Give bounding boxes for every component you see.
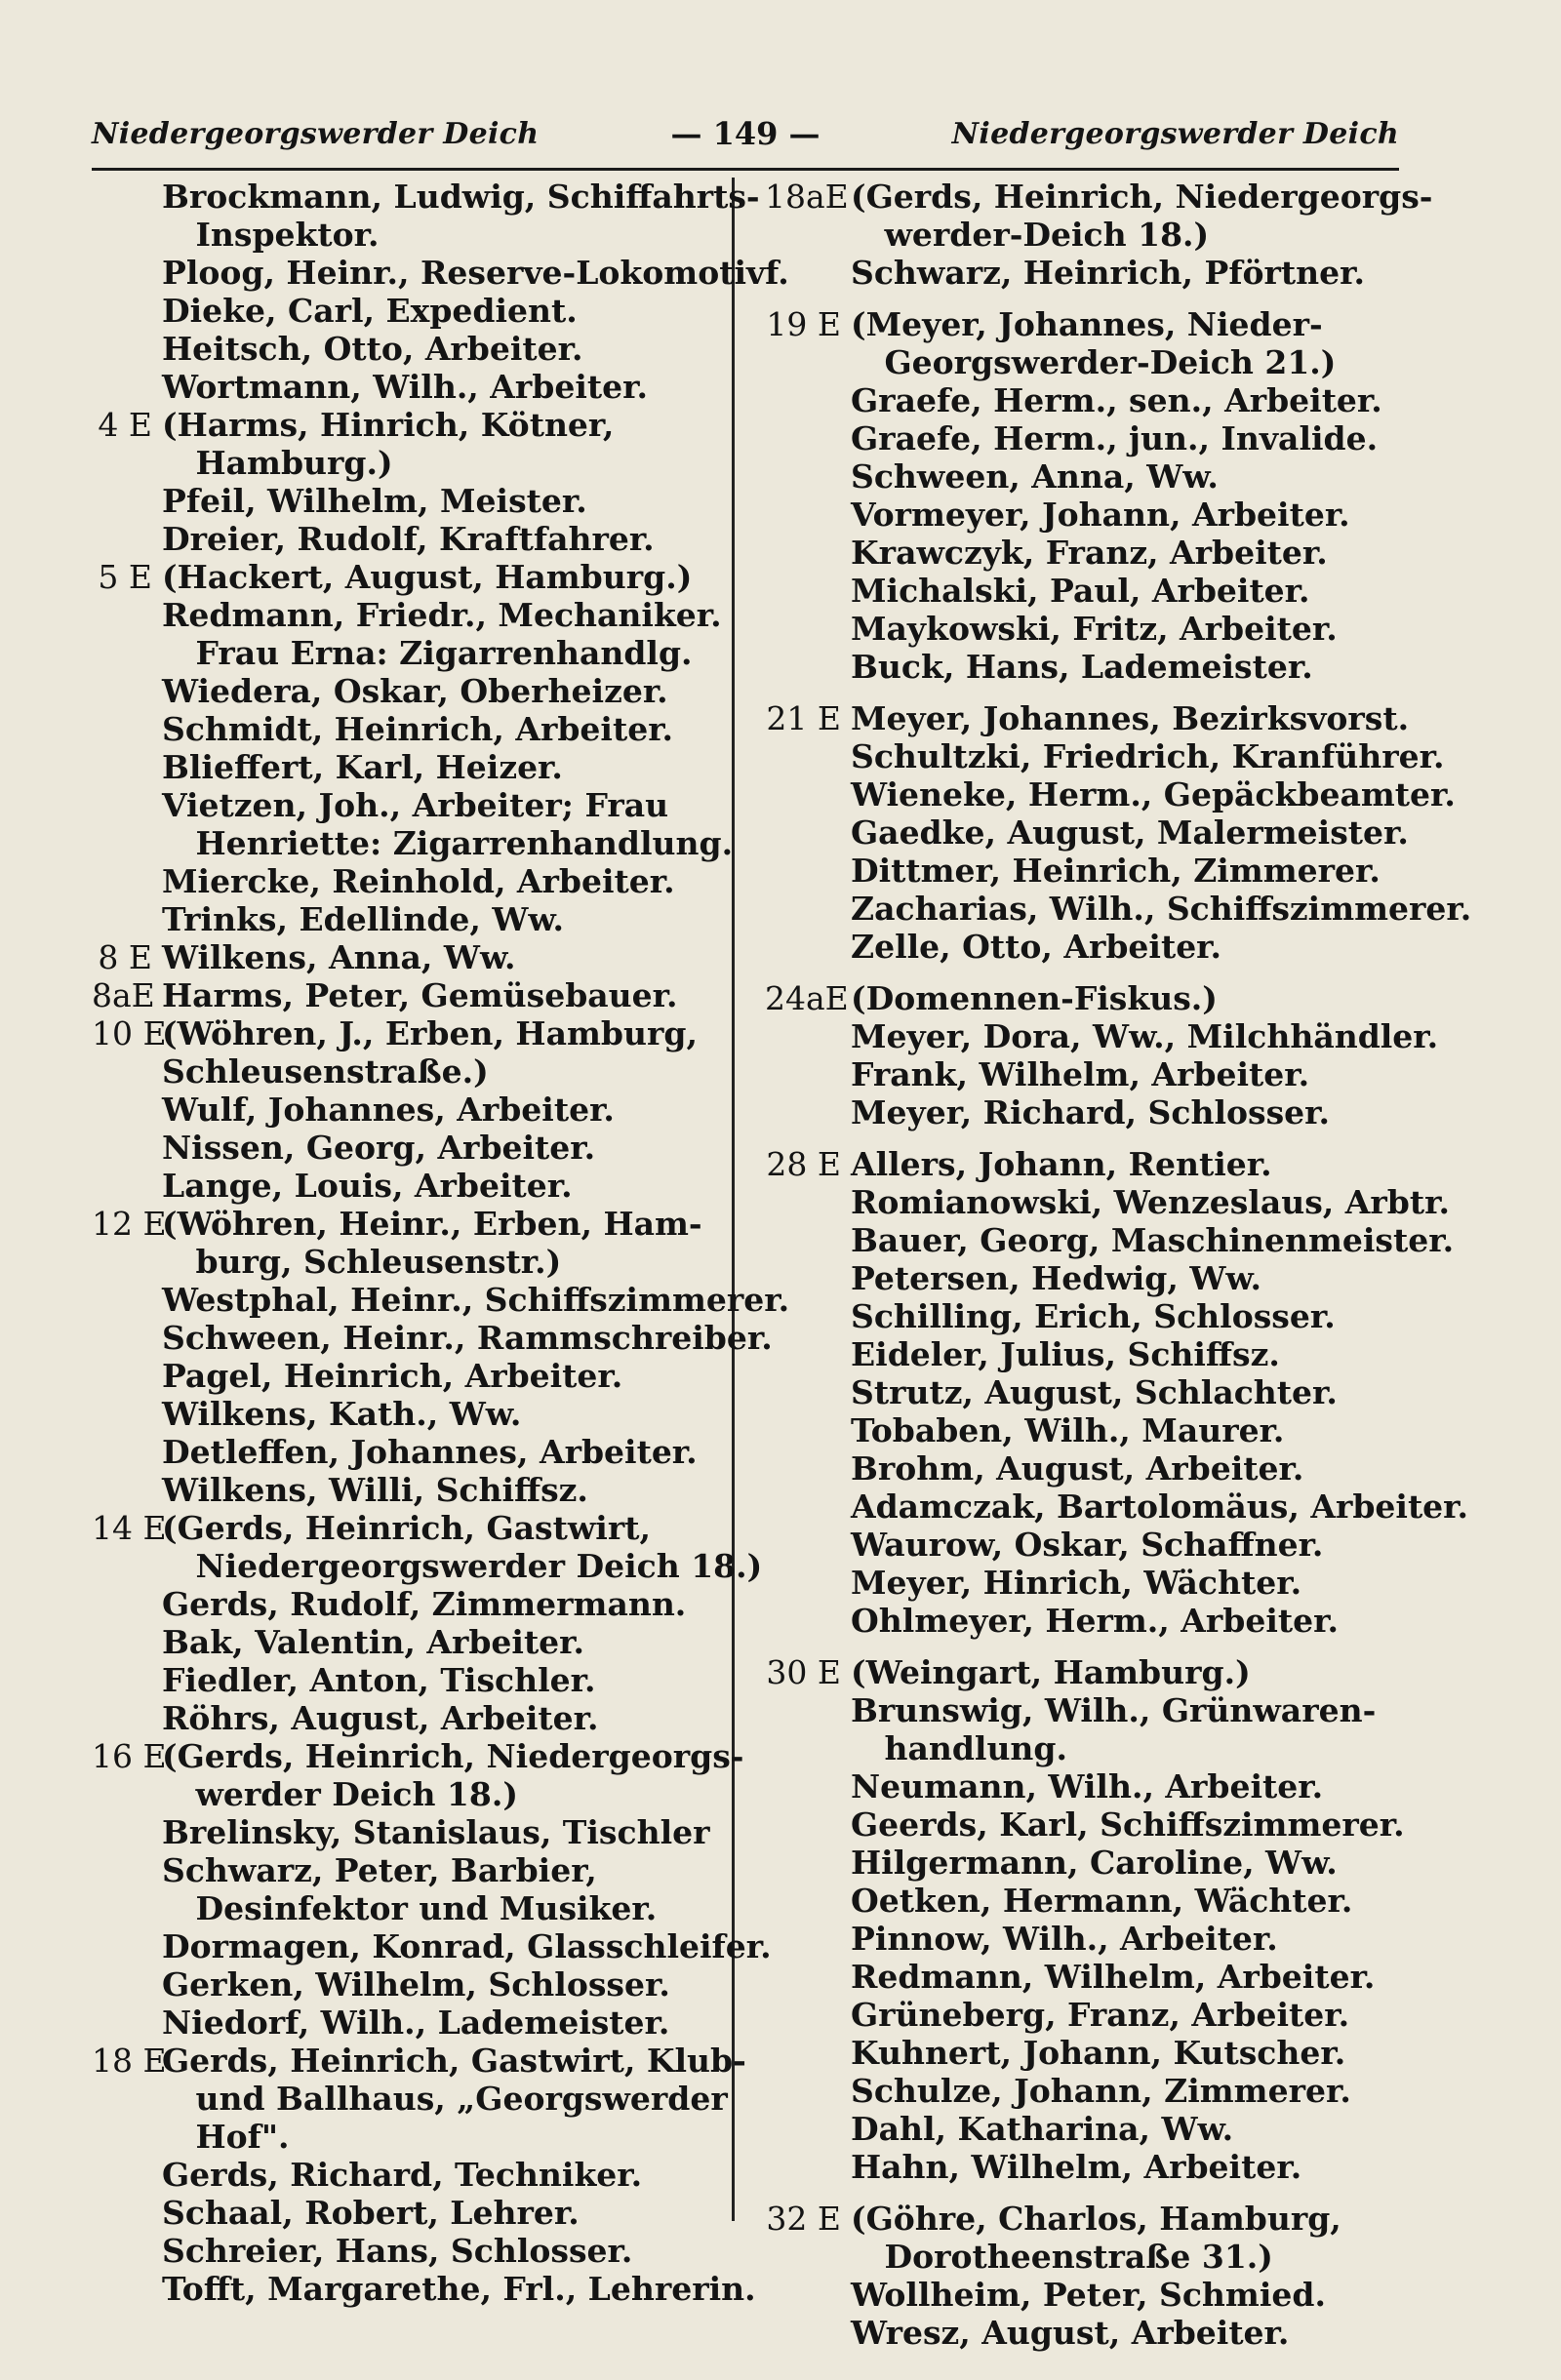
directory-entry-line [92,976,716,1014]
resident-text: werder Deich 18.) [162,1775,518,1813]
resident-text: Trinks, Edellinde, Ww. [162,900,565,938]
resident-text: Brunswig, Wilh., Grünwaren- [851,1691,1377,1729]
resident-text: Dahl, Katharina, Ww. [851,2110,1234,2148]
resident-text: Hilgermann, Caroline, Ww. [851,1844,1338,1882]
resident-text: Hamburg.) [162,444,393,482]
directory-entry-line [92,1319,773,1357]
directory-entry-line [92,558,716,596]
column-divider [732,178,735,2221]
right-column [765,178,1472,2352]
house-number: 10 E [92,1014,167,1052]
directory-entry-line [92,710,716,748]
resident-text: Frau Erna: Zigarrenhandlg. [162,634,693,672]
resident-text: Adamczak, Bartolomäus, Arbeiter. [851,1488,1469,1526]
directory-entry-line [765,1691,1409,1729]
resident-text: Wulf, Johannes, Arbeiter. [162,1091,615,1129]
resident-text: werder-Deich 18.) [851,216,1210,254]
resident-text: Wollheim, Peter, Schmied. [851,2276,1326,2314]
directory-entry-line [765,216,1409,254]
directory-entry-line [92,1167,716,1205]
resident-text: Henriette: Zigarrenhandlung. [162,824,734,862]
directory-entry-line [765,1093,1409,1131]
directory-entry-line [92,2080,728,2118]
house-number: 12 E [92,1205,167,1243]
header-right-title: Niedergeorgswerder Deich [951,117,1399,151]
resident-text: (Domennen-Fiskus.) [851,979,1218,1017]
house-number: 32 E [766,2200,841,2238]
house-number: 14 E [92,1509,167,1547]
resident-text: und Ballhaus, „Georgswerder [162,2080,728,2118]
directory-entry-line [92,1205,716,1243]
directory-entry-line [92,1471,716,1509]
directory-entry-line [92,1813,716,1851]
directory-entry-line [765,1411,1409,1449]
directory-entry-line [765,419,1409,457]
directory-entry-line [765,2238,1409,2276]
directory-entry-line [92,1281,790,1319]
directory-entry-line [92,482,716,520]
directory-entry-line [765,890,1472,928]
resident-text: Zacharias, Wilh., Schiffszimmerer. [851,890,1472,928]
resident-text: Meyer, Johannes, Bezirksvorst. [851,699,1410,737]
directory-entry-line [765,305,1409,343]
directory-entry-line [765,1564,1409,1602]
resident-text: Röhrs, August, Arbeiter. [162,1699,599,1737]
directory-entry-line [765,1221,1455,1259]
directory-entry-line [92,1889,716,1927]
directory-entry-line [765,2148,1409,2186]
house-number: 28 E [766,1145,841,1183]
resident-text: Allers, Johann, Rentier. [851,1145,1272,1183]
resident-text: Niedorf, Wilh., Lademeister. [162,2003,670,2042]
directory-entry-line [765,496,1409,534]
directory-entry-line [765,2072,1409,2110]
resident-text: Schulze, Johann, Zimmerer. [851,2072,1351,2110]
directory-entry-line [765,775,1456,813]
entry-gap [765,1131,1409,1145]
resident-text: Pinnow, Wilh., Arbeiter. [851,1920,1278,1958]
directory-entry-line [765,572,1409,610]
directory-entry-line [92,938,716,976]
resident-text: Redmann, Friedr., Mechaniker. [162,596,722,634]
directory-entry-line [92,2042,746,2080]
directory-entry-line [765,2110,1409,2148]
directory-entry-line [92,824,734,862]
directory-entry-line [765,534,1409,572]
resident-text: Dieke, Carl, Expedient. [162,292,578,330]
resident-text: (Gerds, Heinrich, Gastwirt, [162,1509,651,1547]
directory-entry-line [765,1488,1469,1526]
directory-entry-line [92,1851,716,1889]
directory-entry-line [765,254,1409,292]
resident-text: Westphal, Heinr., Schiffszimmerer. [162,1281,790,1319]
directory-entry-line [765,2314,1409,2352]
directory-entry-line [92,406,716,444]
resident-text: Tofft, Margarethe, Frl., Lehrerin. [162,2270,756,2308]
resident-text: Harms, Peter, Gemüsebauer. [162,976,678,1014]
entry-gap [765,966,1409,979]
resident-text: Ploog, Heinr., Reserve-Lokomotivf. [162,254,789,292]
directory-entry-line [92,1091,716,1129]
resident-text: handlung. [851,1729,1067,1767]
resident-text: Hof". [162,2118,290,2156]
directory-entry-line [92,672,716,710]
resident-text: Schleusenstraße.) [162,1052,489,1091]
resident-text: Inspektor. [162,216,380,254]
directory-entry-line [92,1509,716,1547]
entry-gap [765,292,1409,305]
directory-entry-line [765,457,1409,496]
directory-entry-line [765,178,1433,216]
directory-entry-line [765,1373,1409,1411]
directory-entry-line [765,1055,1409,1093]
resident-text: Eideler, Julius, Schiffsz. [851,1335,1280,1373]
house-number: 5 E [98,558,152,596]
directory-entry-line [765,648,1409,686]
entry-gap [765,2186,1409,2200]
resident-text: Grüneberg, Franz, Arbeiter. [851,1996,1350,2034]
resident-text: Bak, Valentin, Arbeiter. [162,1623,585,1661]
resident-text: Meyer, Dora, Ww., Milchhändler. [851,1017,1439,1055]
resident-text: Niedergeorgswerder Deich 18.) [162,1547,763,1585]
resident-text: Vormeyer, Johann, Arbeiter. [851,496,1350,534]
resident-text: Heitsch, Otto, Arbeiter. [162,330,583,368]
resident-text: Michalski, Paul, Arbeiter. [851,572,1310,610]
resident-text: Neumann, Wilh., Arbeiter. [851,1767,1324,1805]
directory-entry-line [765,928,1409,966]
house-number: 18 E [92,2042,167,2080]
directory-entry-line [765,699,1409,737]
directory-entry-line [92,1357,716,1395]
left-column [92,178,790,2308]
directory-entry-line [92,1585,716,1623]
resident-text: Dittmer, Heinrich, Zimmerer. [851,852,1381,890]
resident-text: Gerken, Wilhelm, Schlosser. [162,1965,670,2003]
directory-entry-line [92,1395,716,1433]
directory-entry-line [765,1729,1409,1767]
resident-text: Meyer, Hinrich, Wächter. [851,1564,1302,1602]
resident-text: Oetken, Hermann, Wächter. [851,1882,1353,1920]
resident-text: Georgswerder-Deich 21.) [851,343,1337,381]
directory-entry-line [92,1965,716,2003]
directory-entry-line [92,596,722,634]
header-left-title: Niedergeorgswerder Deich [92,117,540,151]
directory-entry-line [92,786,716,824]
resident-text: Lange, Louis, Arbeiter. [162,1167,573,1205]
house-number: 16 E [92,1737,167,1775]
resident-text: (Harms, Hinrich, Kötner, [162,406,615,444]
house-number: 8aE [92,976,155,1014]
resident-text: Graefe, Herm., sen., Arbeiter. [851,381,1382,419]
directory-entry-line [765,1805,1409,1844]
resident-text: Gerds, Richard, Techniker. [162,2156,643,2194]
resident-text: Krawczyk, Franz, Arbeiter. [851,534,1328,572]
resident-text: Gaedke, August, Malermeister. [851,813,1409,852]
directory-entry-line [92,2270,756,2308]
resident-text: Kuhnert, Johann, Kutscher. [851,2034,1346,2072]
resident-text: Wilkens, Kath., Ww. [162,1395,522,1433]
resident-text: (Wöhren, J., Erben, Hamburg, [162,1014,698,1052]
directory-entry-line [92,292,716,330]
house-number: 21 E [766,699,841,737]
directory-entry-line [765,852,1409,890]
directory-entry-line [92,1737,744,1775]
resident-text: Nissen, Georg, Arbeiter. [162,1129,596,1167]
resident-text: Blieffert, Karl, Heizer. [162,748,563,786]
directory-entry-line [92,1927,772,1965]
resident-text: Schwarz, Peter, Barbier, [162,1851,597,1889]
directory-entry-line [765,1297,1409,1335]
directory-entry-line [765,1767,1409,1805]
resident-text: Dreier, Rudolf, Kraftfahrer. [162,520,655,558]
resident-text: Geerds, Karl, Schiffszimmerer. [851,1805,1405,1844]
resident-text: Schween, Heinr., Rammschreiber. [162,1319,773,1357]
directory-entry-line [765,1526,1409,1564]
entry-gap [765,686,1409,699]
directory-entry-line [765,1882,1409,1920]
resident-text: Miercke, Reinhold, Arbeiter. [162,862,675,900]
directory-entry-line [765,1920,1409,1958]
resident-text: Redmann, Wilhelm, Arbeiter. [851,1958,1376,1996]
resident-text: Waurow, Oskar, Schaffner. [851,1526,1324,1564]
page-number: — 149 — [670,115,821,152]
resident-text: burg, Schleusenstr.) [162,1243,562,1281]
directory-entry-line [765,381,1409,419]
directory-entry-line [92,368,716,406]
resident-text: Petersen, Hedwig, Ww. [851,1259,1261,1297]
directory-entry-line [92,216,716,254]
directory-entry-line [765,1145,1409,1183]
resident-text: Pfeil, Wilhelm, Meister. [162,482,587,520]
directory-entry-line [92,2194,716,2232]
resident-text: Schilling, Erich, Schlosser. [851,1297,1336,1335]
resident-text: (Wöhren, Heinr., Erben, Ham- [162,1205,702,1243]
resident-text: Detleffen, Johannes, Arbeiter. [162,1433,698,1471]
house-number: 24aE [765,979,849,1017]
resident-text: Brockmann, Ludwig, Schiffahrts- [162,178,760,216]
resident-text: Zelle, Otto, Arbeiter. [851,928,1222,966]
directory-entry-line [92,1661,716,1699]
resident-text: Frank, Wilhelm, Arbeiter. [851,1055,1310,1093]
resident-text: Wortmann, Wilh., Arbeiter. [162,368,648,406]
resident-text: Wresz, August, Arbeiter. [851,2314,1290,2352]
resident-text: Wiedera, Oskar, Oberheizer. [162,672,668,710]
directory-entry-line [92,2003,716,2042]
house-number: 30 E [766,1653,841,1691]
directory-entry-line [765,737,1445,775]
directory-entry-line [765,1958,1409,1996]
directory-entry-line [92,1433,716,1471]
resident-text: (Gerds, Heinrich, Niedergeorgs- [162,1737,744,1775]
resident-text: Schaal, Robert, Lehrer. [162,2194,580,2232]
resident-text: Hahn, Wilhelm, Arbeiter. [851,2148,1302,2186]
house-number: 19 E [766,305,841,343]
directory-entry-line [92,2232,716,2270]
directory-entry-line [765,2200,1409,2238]
directory-entry-line [765,2276,1409,2314]
resident-text: Dormagen, Konrad, Glasschleifer. [162,1927,772,1965]
resident-text: Romianowski, Wenzeslaus, Arbtr. [851,1183,1450,1221]
directory-entry-line [92,178,760,216]
house-number: 4 E [98,406,152,444]
resident-text: Schultzki, Friedrich, Kranführer. [851,737,1445,775]
resident-text: Tobaben, Wilh., Maurer. [851,1411,1285,1449]
directory-entry-line [92,748,716,786]
directory-entry-line [765,1259,1409,1297]
directory-entry-line [765,1996,1409,2034]
directory-entry-line [765,610,1409,648]
resident-text: Schween, Anna, Ww. [851,457,1219,496]
resident-text: Wieneke, Herm., Gepäckbeamter. [851,775,1456,813]
resident-text: (Gerds, Heinrich, Niedergeorgs- [851,178,1433,216]
directory-entry-line [765,343,1409,381]
resident-text: Maykowski, Fritz, Arbeiter. [851,610,1338,648]
resident-text: (Hackert, August, Hamburg.) [162,558,693,596]
directory-entry-line [765,1183,1450,1221]
resident-text: Gerds, Heinrich, Gastwirt, Klub- [162,2042,746,2080]
resident-text: Ohlmeyer, Herm., Arbeiter. [851,1602,1339,1640]
resident-text: Bauer, Georg, Maschinenmeister. [851,1221,1455,1259]
resident-text: Schwarz, Heinrich, Pförtner. [851,254,1365,292]
directory-entry-line [765,979,1409,1017]
resident-text: Strutz, August, Schlachter. [851,1373,1338,1411]
directory-entry-line [92,634,716,672]
directory-entry-line [92,1547,763,1585]
resident-text: Dorotheenstraße 31.) [851,2238,1273,2276]
directory-entry-line [92,1014,716,1052]
directory-entry-line [92,862,716,900]
directory-entry-line [765,813,1409,852]
directory-entry-line [765,1653,1409,1691]
resident-text: Graefe, Herm., jun., Invalide. [851,419,1379,457]
entry-gap [765,1640,1409,1653]
directory-entry-line [92,900,716,938]
resident-text: Brohm, August, Arbeiter. [851,1449,1304,1488]
directory-entry-line [92,2156,716,2194]
directory-entry-line [92,1243,716,1281]
directory-entry-line [92,444,716,482]
resident-text: Desinfektor und Musiker. [162,1889,658,1927]
directory-entry-line [765,1335,1409,1373]
directory-entry-line [92,1699,716,1737]
house-number: 8 E [98,938,152,976]
resident-text: Wilkens, Willi, Schiffsz. [162,1471,588,1509]
resident-text: Schreier, Hans, Schlosser. [162,2232,633,2270]
header-divider [92,168,1399,171]
resident-text: (Göhre, Charlos, Hamburg, [851,2200,1341,2238]
resident-text: Wilkens, Anna, Ww. [162,938,516,976]
directory-entry-line [765,1449,1409,1488]
resident-text: Fiedler, Anton, Tischler. [162,1661,596,1699]
directory-entry-line [765,2034,1409,2072]
resident-text: Vietzen, Joh., Arbeiter; Frau [162,786,669,824]
directory-entry-line [92,1775,716,1813]
directory-entry-line [92,1623,716,1661]
resident-text: Schmidt, Heinrich, Arbeiter. [162,710,674,748]
house-number: 18aE [765,178,849,216]
resident-text: Brelinsky, Stanislaus, Tischler [162,1813,710,1851]
directory-entry-line [92,2118,716,2156]
resident-text: Buck, Hans, Lademeister. [851,648,1313,686]
resident-text: Meyer, Richard, Schlosser. [851,1093,1330,1131]
directory-entry-line [92,254,789,292]
directory-entry-line [92,520,716,558]
directory-entry-line [92,1129,716,1167]
page-header [92,109,1399,168]
directory-entry-line [92,330,716,368]
directory-entry-line [765,1017,1439,1055]
directory-entry-line [765,1602,1409,1640]
resident-text: Pagel, Heinrich, Arbeiter. [162,1357,623,1395]
directory-entry-line [765,1844,1409,1882]
resident-text: (Weingart, Hamburg.) [851,1653,1251,1691]
resident-text: (Meyer, Johannes, Nieder- [851,305,1323,343]
directory-entry-line [92,1052,716,1091]
resident-text: Gerds, Rudolf, Zimmermann. [162,1585,687,1623]
